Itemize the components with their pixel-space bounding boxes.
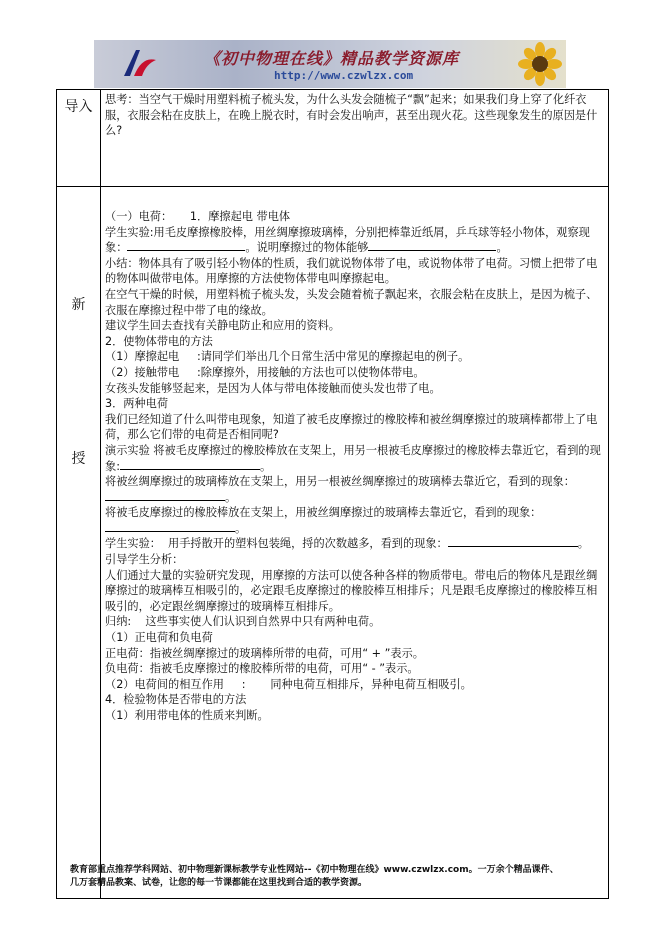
- text-run: 演示实验 将被毛皮摩擦过的橡胶棒放在支架上，用另一根被毛皮摩擦过的橡胶棒去靠近它，看到的现象:: [105, 443, 601, 473]
- paragraph: [105, 443, 604, 474]
- paragraph: 女孩头发能够竖起来，是因为人体与带电体接触而使头发也带了电。: [105, 381, 441, 395]
- section-heading: 3．两种电荷: [105, 397, 169, 411]
- text-run: 。: [235, 521, 247, 535]
- intro-row: [57, 90, 609, 187]
- new-lesson-label: [57, 187, 101, 899]
- section-heading: （1）正电荷和负电荷: [105, 631, 213, 645]
- paragraph: 人们通过大量的实验研究发现，用摩擦的方法可以使各种各样的物质带电。带电后的物体凡是跟丝绸摩擦过的玻璃棒互相吸引的，必定跟毛皮摩擦过的橡胶棒互相排斥；凡是跟毛皮摩擦过的橡胶棒互相吸引的，必定跟丝绸摩擦过的玻璃棒互相排斥。: [105, 568, 598, 613]
- paragraph: [105, 225, 604, 256]
- new-lesson-label-2: 授: [71, 451, 86, 467]
- text-run: 。: [259, 459, 272, 473]
- spacer: [105, 189, 604, 209]
- paragraph: 小结：物体具有了吸引轻小物体的性质，我们就说物体带了电，或说物体带了电荷。习惯上把带了电的物体叫做带电体。用摩擦的方法使物体带电叫摩擦起电。: [105, 256, 598, 286]
- banner-title: 《初中物理在线》精品教学资源库: [204, 49, 460, 68]
- new-lesson-cell: [101, 187, 609, 899]
- paragraph: [105, 536, 604, 552]
- intro-text: 思考：当空气干燥时用塑料梳子梳头发，为什么头发会随梳子“飘”起来；如果我们身上穿了化纤衣服，衣服会粘在皮肤上，在晚上脱衣时，有时会发出响声，甚至出现火花。这些现象发生的原因是什么?: [105, 93, 598, 138]
- new-lesson-label-1: 新: [71, 297, 86, 313]
- text-run: 将被丝绸摩擦过的玻璃棒放在支架上，用另一根被丝绸摩擦过的玻璃棒去靠近它，看到的现象：: [105, 475, 575, 489]
- page-footer: [70, 864, 610, 890]
- text-run: 。: [496, 241, 508, 255]
- paragraph: （1）利用带电体的性质来判断。: [105, 709, 269, 722]
- answer-blank[interactable]: [105, 490, 225, 501]
- text-run: 。说明摩擦过的物体能够: [245, 241, 369, 255]
- paragraph: （2）接触带电 :除摩擦外，用接触的方法也可以使物体带电。: [105, 365, 425, 379]
- paragraph: 正电荷：指被丝绸摩擦过的玻璃棒所带的电荷，可用“ + ”表示。: [105, 646, 424, 660]
- intro-label-text: 导入: [64, 99, 93, 115]
- banner-url[interactable]: http://www.czwlzx.com: [274, 69, 414, 82]
- footer-line-1: 教育部重点推荐学科网站、初中物理新课标教学专业性网站--《初中物理在线》www.czwlzx.com。一万余个精品课件、: [70, 865, 559, 875]
- paragraph: [105, 474, 604, 505]
- text-run: 学生实验:用毛皮摩擦橡胶棒，用丝绸摩擦玻璃棒，分别把棒靠近纸屑，乒乓球等轻小物体，观察现象：: [105, 225, 590, 255]
- paragraph: 引导学生分析：: [105, 553, 184, 567]
- header-banner: [94, 40, 566, 88]
- sunflower-icon: [518, 42, 562, 86]
- paragraph: 在空气干燥的时候，用塑料梳子梳头发，头发会随着梳子飘起来，衣服会粘在皮肤上，是因为梳子、衣服在摩擦过程中带了电的缘故。: [105, 287, 598, 317]
- section-heading: （一）电荷： 1．摩擦起电 带电体: [105, 210, 291, 223]
- text-run: 。: [577, 537, 589, 551]
- footer-line-2: 几万套精品教案、试卷，让您的每一节课都能在这里找到合适的教学资源。: [70, 878, 368, 888]
- paragraph: 我们已经知道了什么叫带电现象，知道了被毛皮摩擦过的橡胶棒和被丝绸摩擦过的玻璃棒都带上了电荷，那么它们带的电荷是否相同呢?: [105, 412, 598, 442]
- site-logo-icon: [120, 46, 160, 82]
- lesson-table: [56, 89, 609, 899]
- paragraph: （1）摩擦起电 :请同学们举出几个日常生活中常见的摩擦起电的例子。: [105, 350, 470, 364]
- section-heading: 2．使物体带电的方法: [105, 334, 213, 348]
- section-heading: （2）电荷间的相互作用 : 同种电荷互相排斥，异种电荷互相吸引。: [105, 677, 472, 691]
- new-lesson-row: [57, 187, 609, 899]
- answer-blank[interactable]: [127, 240, 245, 251]
- text-run: 将被毛皮摩擦过的橡胶棒放在支架上，用被丝绸摩擦过的玻璃棒去靠近它，看到的现象：: [105, 506, 542, 520]
- paragraph: 负电荷：指被毛皮摩擦过的橡胶棒所带的电荷，可用“ - ”表示。: [105, 662, 419, 676]
- paragraph: 归纳: 这些事实使人们认识到自然界中只有两种电荷。: [105, 615, 381, 629]
- section-heading: 4．检验物体是否带电的方法: [105, 693, 247, 707]
- paragraph: [105, 505, 604, 536]
- paragraph: 建议学生回去查找有关静电防止和应用的资料。: [105, 319, 340, 333]
- intro-label: [57, 90, 101, 187]
- text-run: 学生实验： 用手捋散开的塑料包装绳，捋的次数越多，看到的现象：: [105, 537, 448, 551]
- answer-blank[interactable]: [105, 521, 235, 532]
- answer-blank[interactable]: [448, 536, 578, 547]
- intro-cell: [101, 90, 609, 187]
- answer-blank[interactable]: [120, 459, 260, 470]
- text-run: 。: [225, 490, 237, 504]
- answer-blank[interactable]: [368, 240, 496, 251]
